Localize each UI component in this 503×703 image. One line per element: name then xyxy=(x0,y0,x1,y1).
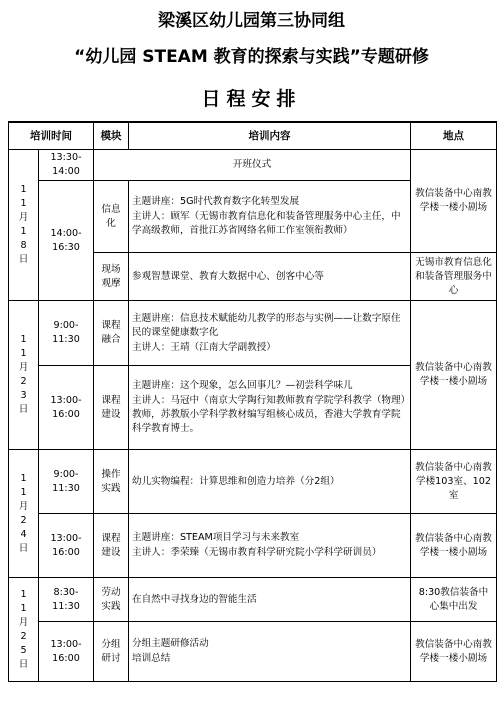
module-cell: 课程融合 xyxy=(94,301,129,366)
content-line: 主讲人：王靖（江南大学副教授） xyxy=(132,341,276,353)
content-line: 主讲人：马冠中（南京大学陶行知教师教育学院学科教学（物理）教师，苏教版小学科学教材编写组核心成员，香港大学教育学院科学教育博士。 xyxy=(132,395,406,434)
content-cell xyxy=(129,253,411,301)
module-cell: 课程建设 xyxy=(94,366,129,450)
time-cell: 8:30-11:30 xyxy=(39,578,94,622)
location-cell: 教信装备中心南教学楼一楼小剧场 xyxy=(411,622,497,682)
table-row xyxy=(9,150,497,181)
location-cell: 教信装备中心南教学楼一楼小剧场 xyxy=(411,514,497,578)
module-cell: 分组研讨 xyxy=(94,622,129,682)
content-line: 主题讲座：STEAM项目学习与未来教室 xyxy=(132,532,300,543)
location-cell: 8:30教信装备中心集中出发 xyxy=(411,578,497,622)
content-cell xyxy=(129,450,411,514)
content-cell xyxy=(94,150,411,181)
location-cell: 教信装备中心南教学楼一楼小剧场 xyxy=(411,301,497,450)
location-cell: 教信装备中心南教学楼一楼小剧场 xyxy=(411,150,497,253)
time-cell: 9:00-11:30 xyxy=(39,301,94,366)
day-label xyxy=(9,301,39,450)
content-line: 主讲人：顾军（无锡市教育信息化和装备管理服务中心主任，中学高级教师，首批江苏省网络名师工作室领衔教师） xyxy=(132,211,401,236)
module-cell: 劳动实践 xyxy=(94,578,129,622)
time-cell: 13:00-16:00 xyxy=(39,622,94,682)
day-label xyxy=(9,578,39,682)
content-cell xyxy=(129,301,411,366)
content-line: 分组主题研修活动 xyxy=(132,638,209,649)
time-cell: 14:00-16:30 xyxy=(39,181,94,301)
content-line: 主讲人：季荣臻（无锡市教育科学研究院小学科学研训员） xyxy=(132,547,382,558)
table-row xyxy=(9,622,497,682)
title-line-3: 日程安排 xyxy=(201,88,302,110)
content-cell xyxy=(129,622,411,682)
day-label-text: 11月18日 xyxy=(18,184,29,265)
header-content: 培训内容 xyxy=(129,122,411,150)
content-line: 幼儿实物编程：计算思维和创造力培养（分2组） xyxy=(132,475,340,487)
table-row xyxy=(9,578,497,622)
header-module: 模块 xyxy=(94,122,129,150)
time-cell: 9:00-11:30 xyxy=(39,450,94,514)
module-cell: 课程建设 xyxy=(94,514,129,578)
module-cell: 信息化 xyxy=(94,181,129,253)
content-cell xyxy=(129,578,411,622)
day-label-text: 11月24日 xyxy=(18,472,29,554)
day-label-text: 11月25日 xyxy=(18,588,29,670)
time-cell: 13:00-16:00 xyxy=(39,514,94,578)
table-row xyxy=(9,301,497,366)
content-cell xyxy=(129,514,411,578)
module-cell: 操作实践 xyxy=(94,450,129,514)
module-cell: 现场观摩 xyxy=(94,253,129,301)
day-label xyxy=(9,150,39,301)
day-label xyxy=(9,450,39,578)
time-cell: 13:30-14:00 xyxy=(39,150,94,181)
day-label-text: 11月23日 xyxy=(18,334,29,415)
content-line: 培训总结 xyxy=(132,653,171,664)
content-line: 开班仪式 xyxy=(232,159,272,170)
table-row xyxy=(9,450,497,514)
content-line: 主题讲座：信息技术赋能幼儿教学的形态与实例——让数字原住民的课堂健康数字化 xyxy=(132,312,401,338)
title-line-2: “幼儿园 STEAM 教育的探索与实践”专题研修 xyxy=(74,47,429,67)
schedule-table xyxy=(8,121,497,682)
content-line: 参观智慧课堂、教育大数据中心、创客中心等 xyxy=(132,270,324,282)
content-line: 主题讲座：5G时代教育数字化转型发展 xyxy=(132,196,300,207)
table-row xyxy=(9,514,497,578)
time-cell: 13:00-16:00 xyxy=(39,366,94,450)
content-cell xyxy=(129,181,411,253)
content-line: 主题讲座：这个现象，怎么回事儿？—初尝科学味儿 xyxy=(132,380,353,391)
content-line: 在自然中寻找身边的智能生活 xyxy=(132,593,257,605)
location-cell: 无锡市教育信息化和装备管理服务中心 xyxy=(411,253,497,301)
header-time: 培训时间 xyxy=(9,122,94,150)
header-row xyxy=(9,122,497,150)
header-location: 地点 xyxy=(411,122,497,150)
content-cell xyxy=(129,366,411,450)
title-line-1: 梁溪区幼儿园第三协同组 xyxy=(158,11,345,31)
location-cell: 教信装备中心南教学楼103室、102室 xyxy=(411,450,497,514)
